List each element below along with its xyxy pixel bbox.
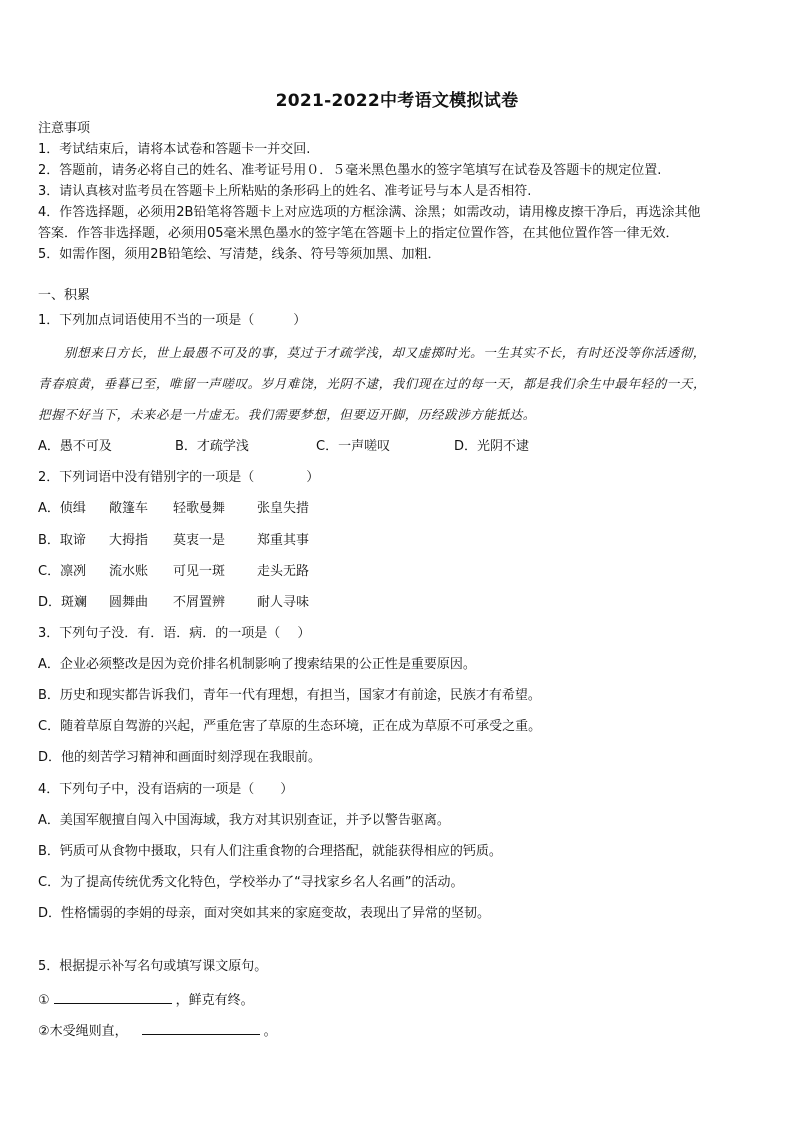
question-2-option-c-word-3: 可见一斑 — [173, 564, 226, 579]
question-2-option-d-word-2: 圆舞曲 — [109, 595, 149, 610]
notice-item-2: 2．答题前，请务必将自己的姓名、准考证号用０．５毫米黑色墨水的签字笔填写在试卷及答题卡的规定位置. — [38, 163, 662, 178]
question-5-line-2-suffix: 。 — [263, 1024, 277, 1039]
question-2-option-b-word-4: 郑重其事 — [257, 533, 310, 548]
question-3-option-c[interactable]: C．随着草原自驾游的兴起，严重危害了草原的生态环境，正在成为草原不可承受之重。 — [38, 719, 542, 734]
question-1-passage-line-1: 别想来日方长，世上最愚不可及的事，莫过于才疏学浅，却又虚掷时光。一生其实不长，有时还没等你活透彻， — [64, 345, 706, 360]
question-2-stem: 2．下列词语中没有错别字的一项是（ ） — [38, 470, 320, 485]
question-5-line-2 — [38, 1020, 277, 1041]
question-2-option-a-word-4: 张皇失措 — [257, 501, 310, 516]
notice-item-4: 4．作答选择题，必须用2B铅笔将答题卡上对应选项的方框涂满、涂黑；如需改动，请用橡皮擦干净后，再选涂其他 — [38, 205, 701, 220]
question-2-option-b-word-2: 大拇指 — [109, 533, 149, 548]
notice-item-5: 5．如需作图，须用2B铅笔绘、写清楚，线条、符号等须加黑、加粗． — [38, 247, 441, 262]
question-3-option-d[interactable]: D．他的刻苦学习精神和画面时刻浮现在我眼前。 — [38, 750, 322, 765]
section-heading-accumulation: 一、积累 — [38, 288, 91, 303]
notice-item-3: 3．请认真核对监考员在答题卡上所粘贴的条形码上的姓名、准考证号与本人是否相符. — [38, 184, 532, 199]
question-5-line-2-prefix: ②木受绳则直， — [38, 1024, 128, 1039]
question-2-option-a-word-1[interactable]: A．侦缉 — [38, 501, 86, 516]
question-1-passage-line-3: 把握不好当下，未来必是一片虚无。我们需要梦想，但要迈开脚，历经跋涉方能抵达。 — [38, 407, 536, 422]
question-1-passage-line-2: 青春痕黄，垂暮已至，唯留一声嗟叹。岁月难饶，光阴不逮，我们现在过的每一天，都是我们余生中最年轻的一天， — [38, 376, 707, 391]
question-2-option-a-word-3: 轻歌曼舞 — [173, 501, 226, 516]
question-1-option-d[interactable]: D．光阴不逮 — [454, 439, 530, 454]
question-2-option-d-word-3: 不屑置辨 — [173, 595, 226, 610]
question-5-line-1 — [38, 989, 254, 1010]
notice-item-1: 1．考试结束后，请将本试卷和答题卡一并交回. — [38, 142, 311, 157]
question-3-option-a[interactable]: A．企业必须整改是因为竞价排名机制影响了搜索结果的公正性是重要原因。 — [38, 657, 476, 672]
question-1-option-b[interactable]: B．才疏学浅 — [175, 439, 249, 454]
notice-heading: 注意事项 — [38, 121, 91, 136]
page-title: 2021-2022中考语文模拟试卷 — [275, 91, 519, 111]
question-2-option-a-word-2: 敞篷车 — [109, 501, 149, 516]
question-2-option-d-word-4: 耐人寻味 — [257, 595, 310, 610]
question-2-option-b-word-3: 莫衷一是 — [173, 533, 226, 548]
question-2-option-c-word-2: 流水账 — [109, 564, 149, 579]
question-2-option-c-word-4: 走头无路 — [257, 564, 310, 579]
question-5-blank-2[interactable] — [142, 1020, 260, 1035]
question-5-line-1-suffix: ，鲜克有终。 — [175, 993, 254, 1008]
question-4-option-b[interactable]: B．钙质可从食物中摄取，只有人们注重食物的合理搭配，就能获得相应的钙质。 — [38, 844, 502, 859]
question-3-stem: 3．下列句子没．有．语．病．的一项是（ ） — [38, 626, 311, 641]
question-3-option-b[interactable]: B．历史和现实都告诉我们，青年一代有理想，有担当，国家才有前途，民族才有希望。 — [38, 688, 541, 703]
question-1-stem: 1．下列加点词语使用不当的一项是（ ） — [38, 313, 307, 328]
question-4-option-c[interactable]: C．为了提高传统优秀文化特色，学校举办了“寻找家乡名人名画”的活动。 — [38, 875, 464, 890]
question-4-option-d[interactable]: D．性格懦弱的李娟的母亲，面对突如其来的家庭变故，表现出了异常的坚韧。 — [38, 906, 491, 921]
question-1-option-a[interactable]: A．愚不可及 — [38, 439, 112, 454]
question-2-option-c-word-1[interactable]: C．凛冽 — [38, 564, 87, 579]
question-5-blank-1[interactable] — [54, 989, 172, 1004]
question-1-option-c[interactable]: C．一声嗟叹 — [316, 439, 391, 454]
question-4-stem: 4．下列句子中，没有语病的一项是（ ） — [38, 782, 294, 797]
question-5-stem: 5．根据提示补写名句或填写课文原句。 — [38, 959, 268, 974]
question-2-option-d-word-1[interactable]: D．斑斓 — [38, 595, 88, 610]
question-2-option-b-word-1[interactable]: B．取谛 — [38, 533, 86, 548]
question-5-line-1-prefix: ① — [38, 993, 50, 1008]
question-4-option-a[interactable]: A．美国军舰擅自闯入中国海域，我方对其识别查证，并予以警告驱离。 — [38, 813, 450, 828]
notice-item-4-cont: 答案．作答非选择题，必须用05毫米黑色墨水的签字笔在答题卡上的指定位置作答，在其他位置作答一律无效． — [38, 226, 679, 241]
